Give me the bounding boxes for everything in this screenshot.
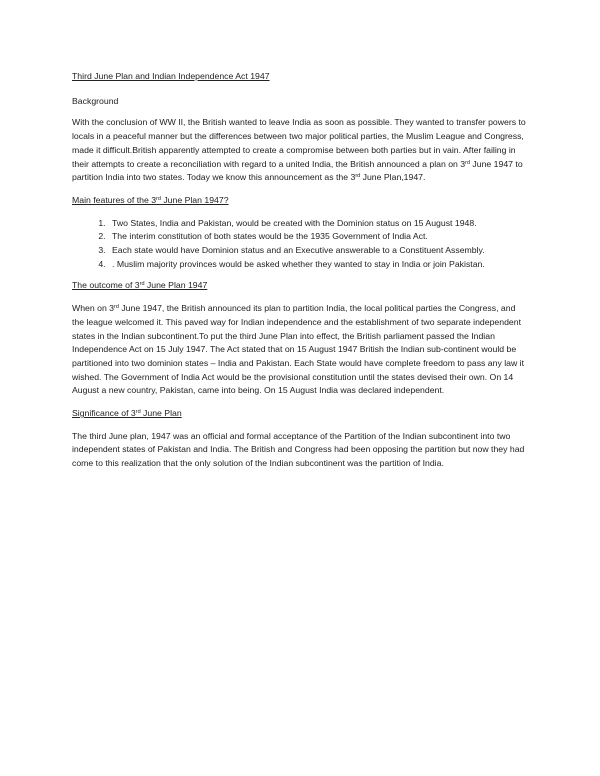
document-title: Third June Plan and Indian Independence Act 1947 — [72, 71, 270, 81]
significance-heading: Significance of 3rd June Plan — [72, 408, 182, 419]
list-item: 1. Two States, India and Pakistan, would be created with the Dominion status on 15 August 1948. — [108, 217, 528, 231]
list-item: 4. . Muslim majority provinces would be asked whether they wanted to stay in India or join Pakistan. — [108, 258, 528, 272]
outcome-heading: The outcome of 3rd June Plan 1947 — [72, 280, 208, 291]
list-item: 2. The interim constitution of both states would be the 1935 Government of India Act. — [108, 230, 528, 244]
background-heading: Background — [72, 95, 119, 106]
features-heading: Main features of the 3rd June Plan 1947? — [72, 194, 229, 205]
features-list — [72, 217, 528, 272]
list-item: 3. Each state would have Dominion status and an Executive answerable to a Constituent Assembly. — [108, 244, 528, 258]
significance-paragraph: The third June plan, 1947 was an official and formal acceptance of the Partition of the Indian subcontinent into two independent states of Pakistan and India. The British and Congress had been opposing the partition but now they had come to this realization that the only solution of the Indian subcontinent was the partition of India. — [72, 430, 525, 469]
outcome-paragraph: When on 3rd June 1947, the British announced its plan to partition India, the local political parties the Congress, and the league welcomed it. This paved way for Indian independence and the establishment of two separate independent states in the Indian subcontinent.To put the third June Plan into effect, the British parliament passed the Indian Independence Act on 15 July 1947. The Act stated that on 15 August 1947 British the Indian sub-continent would be partitioned into two dominion states – India and Pakistan. Each State would have complete freedom to pass any law it wished. The Government of India Act would be the provisional constitution until the states devised their own. On 14 August a new country, Pakistan, came into being. On 15 August India was declared independent. — [72, 303, 525, 396]
background-paragraph: With the conclusion of WW II, the British wanted to leave India as soon as possible. They wanted to transfer powers to locals in a peaceful manner but the differences between two major political parties, the Muslim League and Congress, made it difficult.British apparently attempted to create a compromise between both parties but in vain. After failing in their attempts to create a reconciliation with regard to a united India, the British announced a plan on 3rd June 1947 to partition India into two states. Today we know this announcement as the 3rd June Plan,1947. — [72, 117, 526, 183]
